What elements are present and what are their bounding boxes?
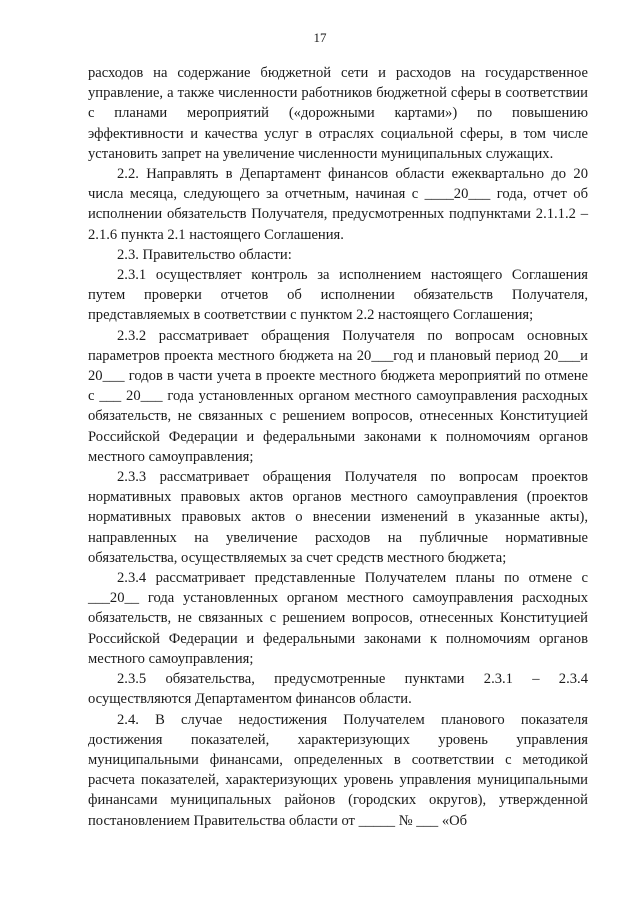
document-body — [88, 63, 588, 831]
paragraph-2-3-5: 2.3.5 обязательства, предусмотренные пунктами 2.3.1 – 2.3.4 осуществляются Департаментом финансов области. — [88, 671, 588, 708]
paragraph-2-3-1: 2.3.1 осуществляет контроль за исполнением настоящего Соглашения путем проверки отчетов об исполнении обязательств Получателя, представляемых в соответствии с пунктом 2.2 настоящего Соглашения; — [88, 267, 588, 324]
paragraph-2-3-4: 2.3.4 рассматривает представленные Получателем планы по отмене с ___20__ года установленных органом местного самоуправления расходных обязательств, не связанных с решением вопросов, отнесенных Конституцией Российской Федерации и федеральными законами к полномочиям органов местного самоуправления; — [88, 570, 588, 667]
paragraph-2-2: 2.2. Направлять в Департамент финансов области ежеквартально до 20 числа месяца, следующего за отчетным, начиная с ____20___ года, отчет об исполнении обязательств Получателя, предусмотренных подпунктами 2.1.1.2 – 2.1.6 пункта 2.1 настоящего Соглашения. — [88, 166, 588, 243]
page-number: 17 — [313, 30, 327, 45]
paragraph-2-3-2: 2.3.2 рассматривает обращения Получателя по вопросам основных параметров проекта местного бюджета на 20___год и плановый период 20___и 20___ годов в части учета в проекте местного бюджета мероприятий по отмене с ___ 20___ года установленных органом местного самоуправления расходных обязательств, не связанных с решением вопросов, отнесенных Конституцией Российской Федерации и федеральными законами к полномочиям органов местного самоуправления; — [88, 327, 588, 465]
paragraph-2-3-3: 2.3.3 рассматривает обращения Получателя по вопросам проектов нормативных правовых актов органов местного самоуправления (проектов нормативных правовых актов о внесении изменений в указанные акты), направленных на увеличение расходов на публичные нормативные обязательства, осуществляемых за счет средств местного бюджета; — [88, 469, 588, 566]
paragraph-2-4: 2.4. В случае недостижения Получателем планового показателя достижения показателей, характеризующих уровень управления муниципальными финансами, определенных в соответствии с методикой расчета показателей, характеризующих уровень управления муниципальными финансами муниципальных районов (городских округов), утвержденной постановлением Правительства области от _____ № ___ «Об — [88, 711, 588, 829]
paragraph-continuation: расходов на содержание бюджетной сети и расходов на государственное управление, а также численности работников бюджетной сферы в соответствии с планами мероприятий («дорожными картами») по повышению эффективности и качества услуг в отраслях социальной сферы, в том числе установить запрет на увеличение численности муниципальных служащих. — [88, 65, 588, 162]
paragraph-2-3: 2.3. Правительство области: — [117, 246, 292, 263]
